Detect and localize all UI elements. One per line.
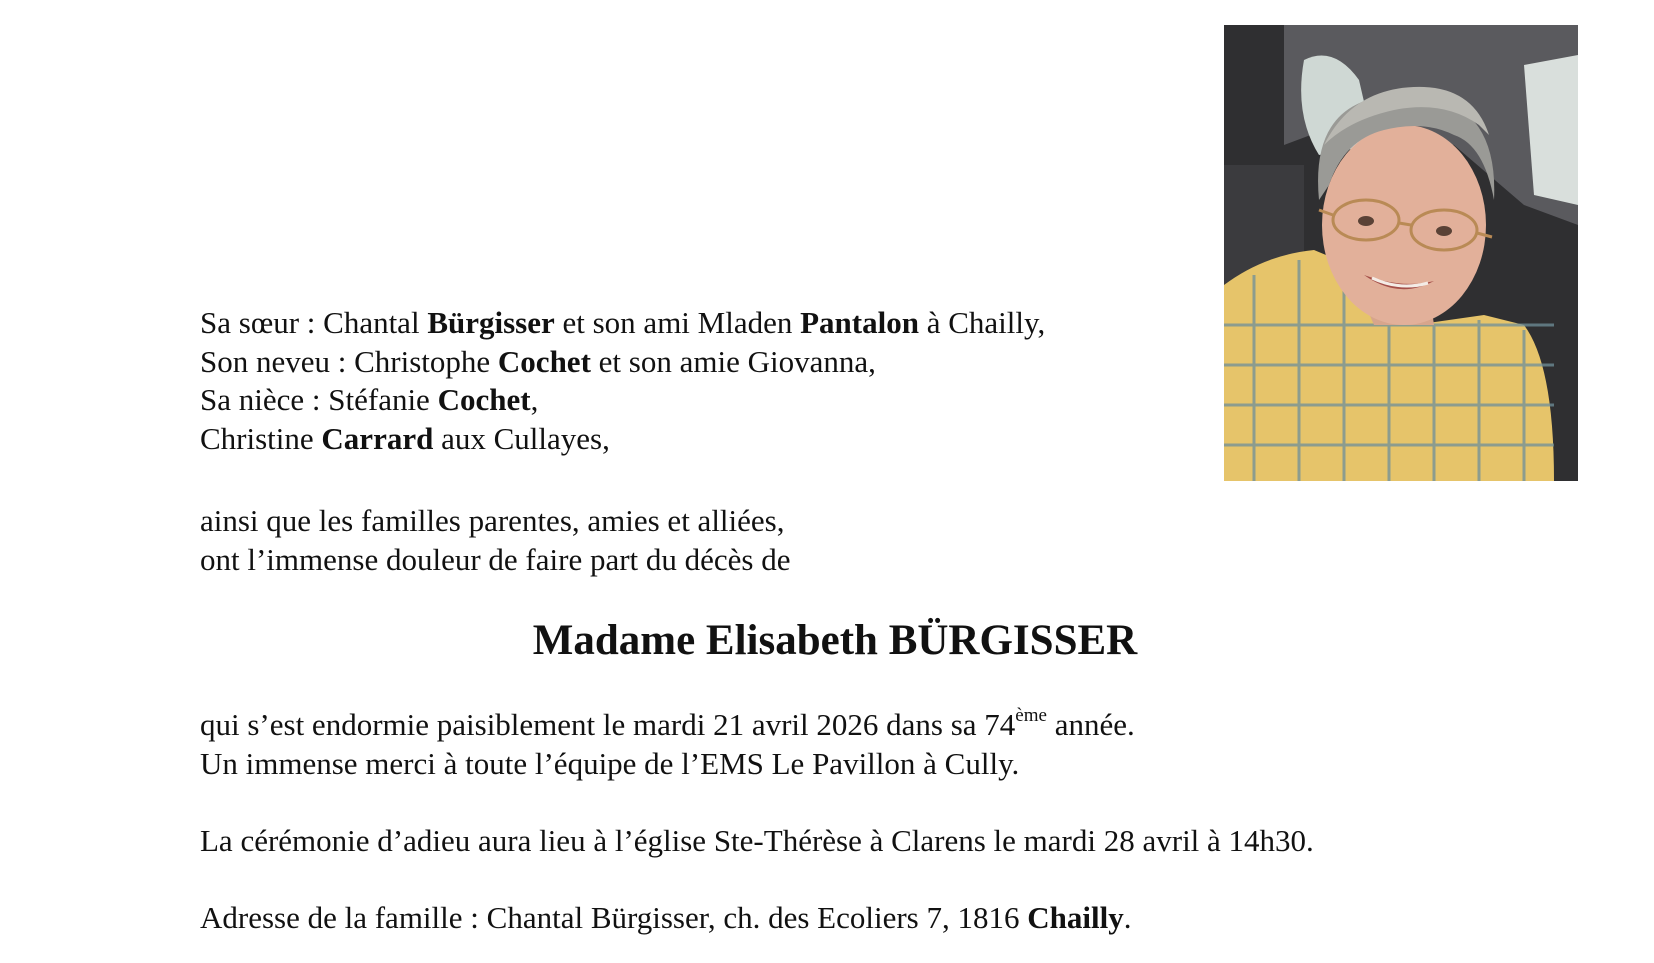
surname: Bürgisser [427, 305, 555, 340]
family-line-sister [200, 304, 1045, 343]
passing-text-part: qui s’est endormie paisiblement le mardi 21 avril 2026 dans sa 74 [200, 707, 1016, 742]
announcement-line: ainsi que les familles parentes, amies et alliées, [200, 503, 785, 538]
ordinal-suffix: ème [1015, 705, 1047, 726]
deceased-name: Madame Elisabeth BÜRGISSER [532, 617, 1138, 664]
family-text: et son amie Giovanna, [590, 343, 876, 379]
surname: Cochet [437, 382, 531, 417]
announcement [200, 502, 791, 579]
family-text: Sa nièce : Stéfanie [200, 382, 438, 417]
family-text: Son neveu : Christophe [200, 343, 498, 379]
family-text: Christine [200, 420, 322, 456]
family-address [200, 899, 1131, 938]
surname: Carrard [321, 420, 434, 456]
family-line-nephew [200, 343, 1045, 382]
address-text: . [1123, 900, 1132, 935]
family-text: Sa sœur : Chantal [200, 305, 428, 340]
family-text: et son ami Mladen [554, 305, 801, 340]
family-text: aux Cullayes, [433, 420, 610, 456]
family-list [200, 304, 1045, 458]
passing-text-part: année. [1046, 707, 1135, 742]
family-line-niece [200, 381, 1045, 420]
passing-line [200, 706, 1135, 745]
address-locality: Chailly [1027, 900, 1124, 935]
portrait-photo [1224, 25, 1578, 481]
ceremony-line: La cérémonie d’adieu aura lieu à l’église Ste-Thérèse à Clarens le mardi 28 avril à 14h30. [200, 823, 1314, 858]
address-text: Adresse de la famille : Chantal Bürgisser, ch. des Ecoliers 7, 1816 [200, 900, 1028, 935]
ceremony-text [200, 822, 1314, 861]
address-line [200, 899, 1131, 938]
surname: Pantalon [800, 305, 919, 340]
family-line-christine [200, 420, 1045, 459]
announcement-line: ont l’immense douleur de faire part du décès de [200, 541, 791, 577]
thanks-line: Un immense merci à toute l’équipe de l’EMS Le Pavillon à Cully. [200, 745, 1020, 781]
family-text: , [530, 382, 539, 417]
surname: Cochet [497, 343, 591, 379]
passing-text [200, 706, 1135, 783]
family-text: à Chailly, [918, 305, 1046, 340]
